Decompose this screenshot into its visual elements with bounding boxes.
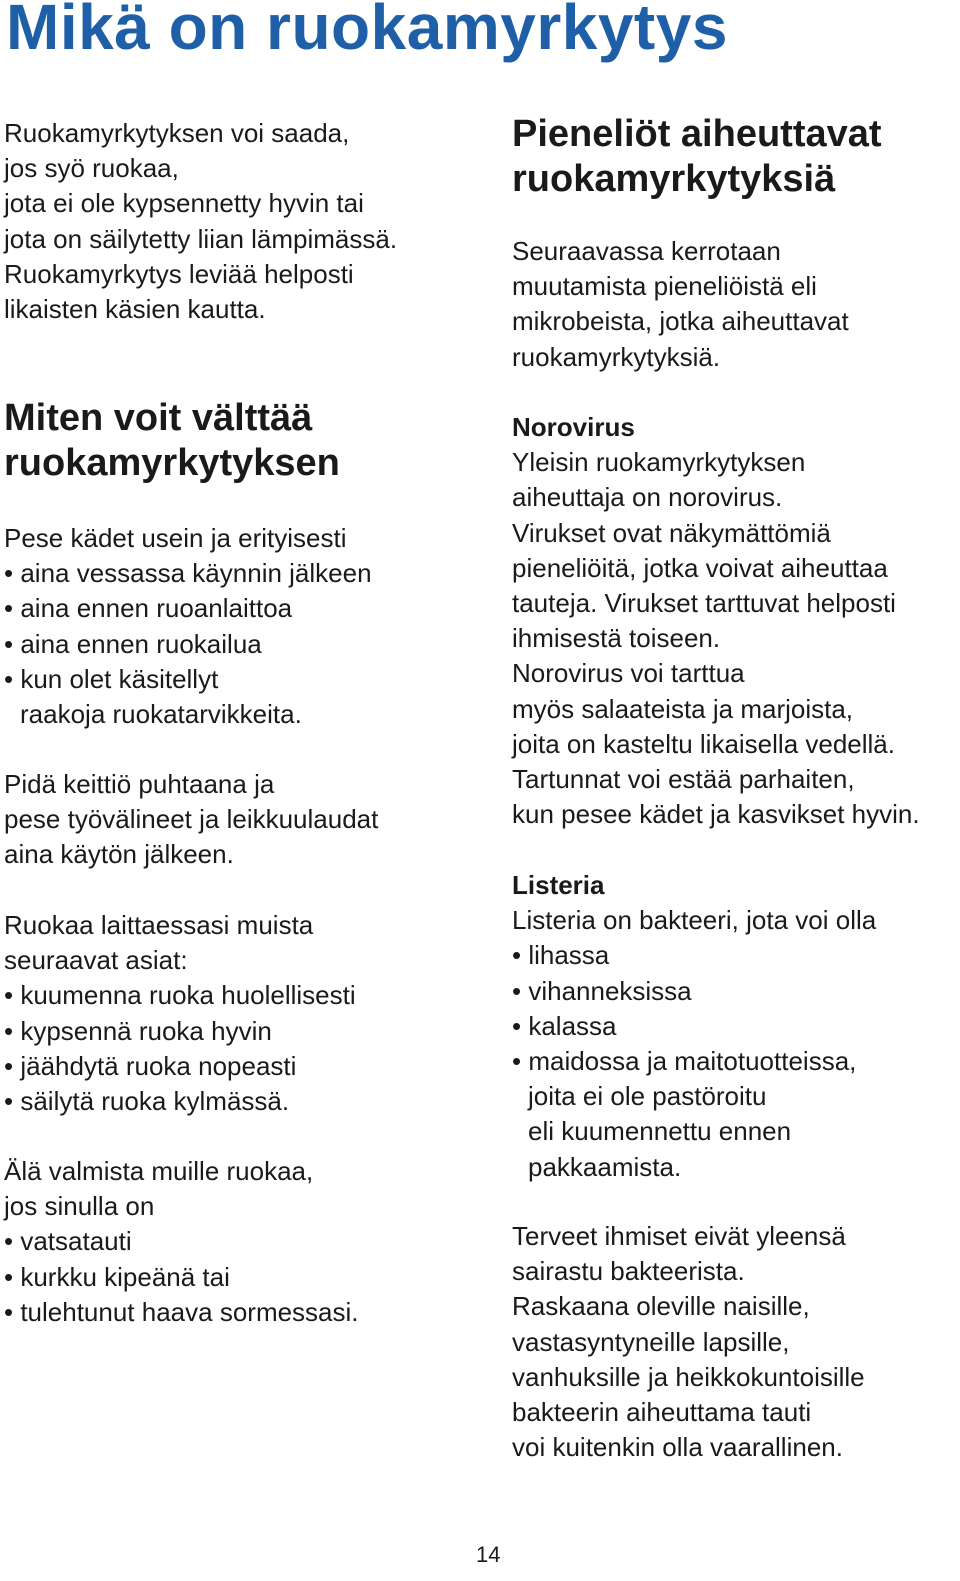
list-item: • aina vessassa käynnin jälkeen xyxy=(4,556,372,591)
text-line: myös salaateista ja marjoista, xyxy=(512,693,854,724)
text-line: aina käytön jälkeen. xyxy=(4,839,234,870)
cooking-list xyxy=(4,908,356,1119)
heading-line: ruokamyrkytyksiä xyxy=(512,157,836,200)
heading-line: ruokamyrkytyksen xyxy=(4,441,340,484)
list-item: • kurkku kipeänä tai xyxy=(4,1260,359,1295)
list-lead: Älä valmista muille ruokaa, xyxy=(4,1156,314,1186)
text-line: Pidä keittiö puhtaana ja xyxy=(4,769,275,799)
text-line: tauteja. Virukset tarttuvat helposti xyxy=(512,588,896,619)
text-line: joita on kasteltu likaisella vedellä. xyxy=(512,728,895,759)
text-line: jota ei ole kypsennetty hyvin tai xyxy=(4,188,364,219)
text-line: vastasyntyneille lapsille, xyxy=(512,1326,790,1357)
text-line: ihmisestä toiseen. xyxy=(512,623,721,654)
list-item: • vihanneksissa xyxy=(512,974,876,1009)
list-item: • säilytä ruoka kylmässä. xyxy=(4,1084,356,1119)
text-line: Seuraavassa kerrotaan xyxy=(512,236,781,266)
page-title: Mikä on ruokamyrkytys xyxy=(6,0,728,63)
text-line: likaisten käsien kautta. xyxy=(4,294,266,325)
list-item: • kypsennä ruoka hyvin xyxy=(4,1014,356,1049)
list-lead: Ruokaa laittaessasi muista xyxy=(4,910,314,940)
list-item-continuation: raakoja ruokatarvikkeita. xyxy=(20,699,302,730)
list-item: • jäähdytä ruoka nopeasti xyxy=(4,1049,356,1084)
list-item: • kalassa xyxy=(512,1009,876,1044)
text-line: ruokamyrkytyksiä. xyxy=(512,341,721,372)
section-heading-microbes xyxy=(512,112,882,201)
text-line: Yleisin ruokamyrkytyksen xyxy=(512,447,806,478)
dont-cook-list xyxy=(4,1154,359,1330)
text-line: Terveet ihmiset eivät yleensä xyxy=(512,1221,846,1251)
list-lead: jos sinulla on xyxy=(4,1191,155,1222)
text-line: jota on säilytetty liian lämpimässä. xyxy=(4,223,398,254)
norovirus-heading: Norovirus xyxy=(512,412,635,442)
list-item-continuation: eli kuumennettu ennen xyxy=(528,1116,792,1147)
text-line: Ruokamyrkytyksen voi saada, xyxy=(4,118,350,148)
list-item: • tulehtunut haava sormessasi. xyxy=(4,1295,359,1330)
listeria-section xyxy=(512,868,876,1185)
kitchen-paragraph xyxy=(4,767,378,873)
text-line: Norovirus voi tarttua xyxy=(512,658,745,689)
listeria-heading: Listeria xyxy=(512,870,605,900)
text-line: Virukset ovat näkymättömiä xyxy=(512,517,831,548)
hand-washing-list xyxy=(4,521,372,732)
page-number: 14 xyxy=(476,1542,501,1567)
list-item: • aina ennen ruoanlaittoa xyxy=(4,591,372,626)
text-line: bakteerin aiheuttama tauti xyxy=(512,1397,812,1428)
list-lead: Listeria on bakteeri, jota voi olla xyxy=(512,905,877,936)
text-line: Ruokamyrkytys leviää helposti xyxy=(4,258,354,289)
text-line: pese työvälineet ja leikkuulaudat xyxy=(4,804,379,835)
text-line: kun pesee kädet ja kasvikset hyvin. xyxy=(512,799,920,830)
list-item-continuation: pakkaamista. xyxy=(528,1151,682,1182)
text-line: pieneliöitä, jotka voivat aiheuttaa xyxy=(512,552,888,583)
list-item: • kun olet käsitellyt xyxy=(4,662,372,697)
text-line: muutamista pieneliöistä eli xyxy=(512,271,817,302)
list-item: • lihassa xyxy=(512,938,876,973)
list-item: • kuumenna ruoka huolellisesti xyxy=(4,978,356,1013)
list-item-continuation: joita ei ole pastöroitu xyxy=(528,1081,767,1112)
microbes-intro xyxy=(512,234,849,375)
heading-line: Miten voit välttää xyxy=(4,397,313,439)
section-heading-avoid xyxy=(4,396,340,485)
intro-paragraph xyxy=(4,116,397,327)
text-line: voi kuitenkin olla vaarallinen. xyxy=(512,1432,843,1463)
text-line: aiheuttaja on norovirus. xyxy=(512,482,783,513)
list-lead: Pese kädet usein ja erityisesti xyxy=(4,523,347,553)
text-line: Raskaana oleville naisille, xyxy=(512,1291,810,1322)
text-line: vanhuksille ja heikkokuntoisille xyxy=(512,1361,865,1392)
norovirus-section xyxy=(512,410,920,832)
list-item: • vatsatauti xyxy=(4,1224,359,1259)
list-item: • maidossa ja maitotuotteissa, xyxy=(512,1044,876,1079)
heading-line: Pieneliöt aiheuttavat xyxy=(512,113,882,155)
healthy-people-paragraph xyxy=(512,1219,865,1465)
list-lead: seuraavat asiat: xyxy=(4,945,188,976)
text-line: Tartunnat voi estää parhaiten, xyxy=(512,764,855,795)
text-line: sairastu bakteerista. xyxy=(512,1256,745,1287)
text-line: jos syö ruokaa, xyxy=(4,153,179,184)
text-line: mikrobeista, jotka aiheuttavat xyxy=(512,306,849,337)
list-item: • aina ennen ruokailua xyxy=(4,627,372,662)
